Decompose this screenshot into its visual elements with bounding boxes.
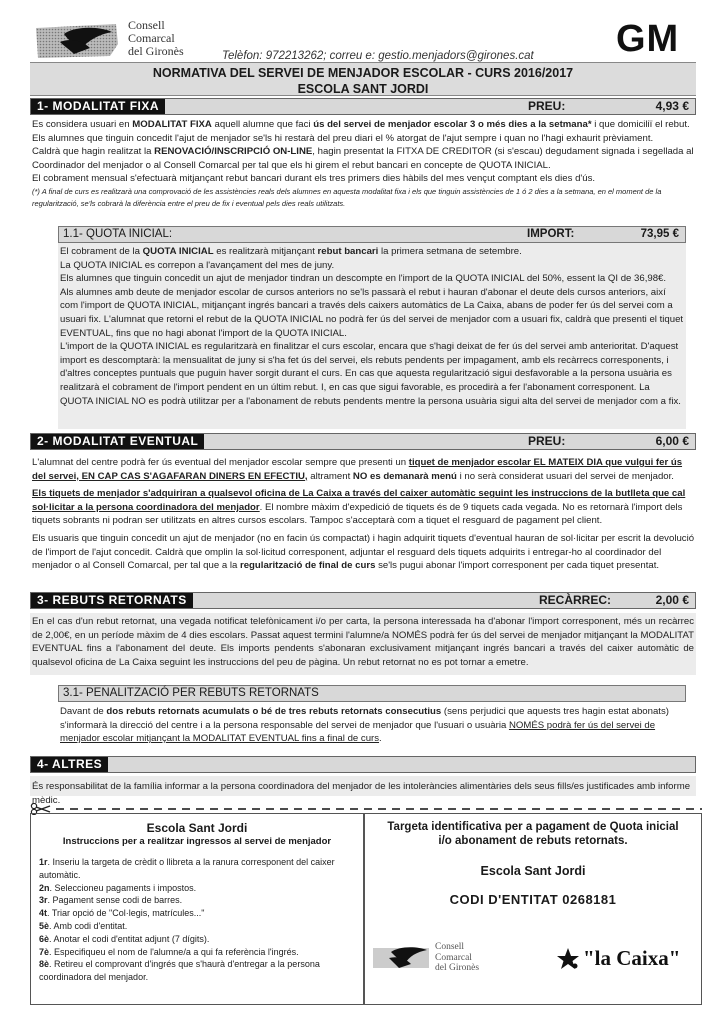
section-1-1-paragraph: La QUOTA INICIAL es correpon a l'avançament del mes de juny. [60, 259, 335, 271]
section-3-title: 3- REBUTS RETORNATS [31, 593, 193, 608]
section-1-1-paragraph: Als alumnes amb deute de menjador escolar de cursos anteriors no se'ls passarà el rebut i hauran d'abonar el deute dels cursos anteriors, així com l'import de QUOTA INICIAL, mitjançant ingrés bancari a través dels caixers automàtics de La Caixa, abans de poder fer ús del servei com a usuari fix. L'alumnat que retorni el rebut de la QUOTA INICIAL no podrà fer ús del servei de menjador com a usuari fix, caldrà que presenti el tiquet EVENTUAL, fins que no hagi abonat l'import de la QUOTA INICIAL. [60, 286, 684, 339]
id-card-box [364, 813, 702, 1005]
section-1-body [32, 118, 696, 210]
section-1-1-paragraph: L'import de la QUOTA INICIAL es regularitzarà en finalitzar el curs escolar, encara que s'hagi deixat de fer ús del servei amb anterioritat. D'aquest import es descomptarà: la mensualitat de juny si s'ha fet ús del servei, els rebuts pendents per impagament, amb els recàrrecs corresponents, i d'altres conceptes puntuals que puguin haver sorgit durant el curs. En cas que aquesta regularització sigui desfavorable a la persona usuària es realitzarà el cobrament de l'import pendent en un últim rebut. I, en cas que sigui favorable, es procedirà a fer l'abonament corresponent. La QUOTA INICIAL NO es podrà utilitzar per a l'abonament de rebuts pendents mentre la persona usuària sigui alta del servei de menjador com a fix. [60, 341, 681, 407]
instructions-school: Escola Sant Jordi [146, 821, 248, 835]
list-item: 2n. Seleccioneu pagaments i impostos. [39, 882, 197, 893]
id-card-school: Escola Sant Jordi [480, 864, 586, 878]
section-1-title: 1- MODALITAT FIXA [31, 99, 165, 114]
section-1-paragraph: Es considera usuari en MODALITAT FIXA aquell alumne que faci ús del servei de menjador escolar 3 o més dies a la setmana* i que domiciliï el rebut. Els alumnes que tinguin concedit l'ajut de menjador se'ls hi restarà del preu diari el % atorgat de l'ajut sempre i quan no l'hagi exhaurit prèviament. [32, 119, 690, 144]
logo-icon [30, 22, 122, 60]
section-2-price-value: 6,00 € [655, 434, 689, 448]
instructions-subtitle: Instruccions per a realitzar ingressos al servei de menjador [62, 836, 332, 847]
section-3-body [32, 615, 694, 669]
page-title: NORMATIVA DEL SERVEI DE MENJADOR ESCOLAR - CURS 2016/2017 ESCOLA SANT JORDI [30, 62, 696, 96]
section-1-1-amount-label: IMPORT: [527, 228, 575, 240]
section-2-title: 2- MODALITAT EVENTUAL [31, 434, 204, 449]
section-3-price-label: RECÀRREC: [539, 593, 611, 607]
entity-code: CODI D'ENTITAT 0268181 [449, 892, 617, 907]
section-1-price-value: 4,93 € [655, 99, 689, 113]
section-3-price-value: 2,00 € [655, 593, 689, 607]
section-1-1-header [58, 226, 686, 243]
section-2-paragraph: L'alumnat del centre podrà fer ús eventual del menjador escolar sempre que presenti un tiquet de menjador escolar EL MATEIX DIA que vulgui fer ús del servei, EN CAP CAS S'AGAFARAN DINERS EN EFECTIU, altrament NO es demanarà menú i no serà considerat usuari del servei de menjador. [32, 457, 683, 482]
list-item: 7è. Especifiqueu el nom de l'alumne/a a qui fa referència l'ingrés. [39, 946, 299, 957]
list-item: 1r. Inseriu la targeta de crèdit o llibreta a la ranura corresponent del caixer automàtic. [39, 857, 335, 880]
section-3-1-title: 3.1- PENALITZACIÓ PER REBUTS RETORNATS [63, 687, 319, 699]
section-1-footnote: (*) A final de curs es realitzarà una comprovació de les assistències reals dels alumnes en aquesta modalitat fixa i els que tinguin assistències de 1 ó 2 dies a la setmana, en el moment de la regularització, se'ls cobrarà la diferència entre el preu de fix i eventual pels dies reals utilitzats. [32, 186, 662, 208]
gm-badge: GM [616, 18, 680, 60]
section-1-1-body [60, 245, 684, 408]
section-1-1-paragraph: El cobrament de la QUOTA INICIAL es realitzarà mitjançant rebut bancari la primera setmana de setembre. [60, 246, 522, 257]
star-icon [555, 946, 581, 972]
list-item: 3r. Pagament sense codi de barres. [39, 895, 183, 906]
section-1-1-amount-value: 73,95 € [640, 228, 679, 240]
section-4-title: 4- ALTRES [31, 757, 108, 772]
logo-icon [371, 942, 433, 972]
section-1-1-title: 1.1- QUOTA INICIAL: [63, 228, 173, 240]
bank-logo-text: "la Caixa" [583, 946, 681, 970]
contact-line: Telèfon: 972213262; correu e: gestio.menjadors@girones.cat [222, 50, 534, 62]
section-2-paragraph: Els tiquets de menjador s'adquiriran a qualsevol oficina de La Caixa a través del caixer automàtic seguint les instruccions de la butlleta que cal sol·licitar a la persona coordinadora del menjador. El nombre màxim d'expedició de tiquets és de 9 tiquets cada vegada. No es retornarà l'import dels tiquets sobrants ni podran ser utilitzats en altres cursos escolars. Tampoc s'acceptarà com a tiquet el resguard de pagament pel client. [32, 488, 686, 527]
section-3-paragraph: En el cas d'un rebut retornat, una vegada notificat telefònicament i/o per carta, la persona interessada ha d'abonar l'import corresponent, més un recàrrec de 2,00€, en un període màxim de 4 dies escolars. Passat aquest termini l'alumne/a NOMÉS podrà fer ús del servei de menjador mitjançant la MODALITAT EVENTUAL fins a l'abonament del deute. Els imports pendents s'abonaran exclusivament mitjançant ingrés bancari a través del caixer automàtic de qualsevol oficina de La Caixa seguint les instruccions del peu de pàgina. Un rebut retornat no es pot tornar a emetre. [32, 616, 694, 668]
list-item: 5è. Amb codi d'entitat. [39, 920, 128, 931]
id-card-title: Targeta identificativa per a pagament de Quota inicial i/o abonament de rebuts retornats. [387, 821, 679, 847]
section-1-1-paragraph: Els alumnes que tinguin concedit un ajut de menjador tindran un descompte en l'import de la QUOTA INICIAL del 50%, essent la QI de 36,98€. [60, 273, 667, 285]
section-1-paragraph: Caldrà que hagin realitzat la RENOVACIÓ/INSCRIPCIÓ ON-LINE, hagin presentat la FITXA DE CREDITOR (si s'escau) degudament signada i segellada al Coordinador del menjador o al Consell Comarcal per tal que els hi girem el rebut bancari en concepte de QUOTA INICIAL. [32, 146, 694, 171]
instructions-box [30, 813, 364, 1005]
section-4-header [30, 756, 696, 773]
section-1-paragraph: El cobrament mensual s'efectuarà mitjançant rebut bancari durant els tres primers dies hàbils del mes vençut comptant els dies d'ús. [32, 173, 596, 185]
section-3-header [30, 592, 696, 609]
section-3-1-header [58, 685, 686, 702]
section-2-body [32, 456, 696, 573]
section-3-1-paragraph: Davant de dos rebuts retornats acumulats o bé de tres rebuts retornats consecutius (sens perjudici que aquests tres hagin estat abonats) s'informarà la direcció del centre i a la persona responsable del servei de menjador que l'usuari o usuària NOMÉS podrà fer ús del servei de menjador escolar mitjançant la MODALITAT EVENTUAL fins a final de curs. [60, 706, 669, 745]
section-3-1-body [60, 705, 684, 746]
id-card-org: Consell Comarcal del Gironès [435, 942, 480, 973]
org-name: Consell Comarcal del Gironès [128, 18, 184, 58]
section-4-paragraph: És responsabilitat de la família informar a la persona coordinadora del menjador de les intoleràncies alimentàries dels seus fills/es justificades amb informe mèdic. [32, 781, 691, 806]
list-item: 8è. Retireu el comprovant d'ingrés que s'haurà d'entregar a la persona coordinadora del menjador. [39, 959, 320, 983]
section-1-header [30, 98, 696, 115]
section-2-header [30, 433, 696, 450]
section-1-price-label: PREU: [528, 99, 566, 113]
instructions-steps [39, 856, 359, 984]
section-2-price-label: PREU: [528, 434, 566, 448]
section-2-paragraph: Els usuaris que tinguin concedit un ajut de menjador (no en facin ús compactat) i hagin adquirit tiquets d'eventual hauran de sol·licitar per escrit la devolució de l'import de l'ajut concedit. Caldrà que omplin la sol·licitud corresponent, adjuntar el resguard dels tiquets adquirits i entregar-ho al coordinador del menjador o al Consell Comarcal, per tal que a la regularització de final de curs se'ls pugui abonar l'import corresponent per cada tiquet presentat. [32, 532, 695, 572]
list-item: 4t. Triar opció de "Col·legis, matrícules..." [39, 908, 205, 919]
list-item: 6è. Anotar el codi d'entitat adjunt (7 dígits). [39, 933, 210, 944]
